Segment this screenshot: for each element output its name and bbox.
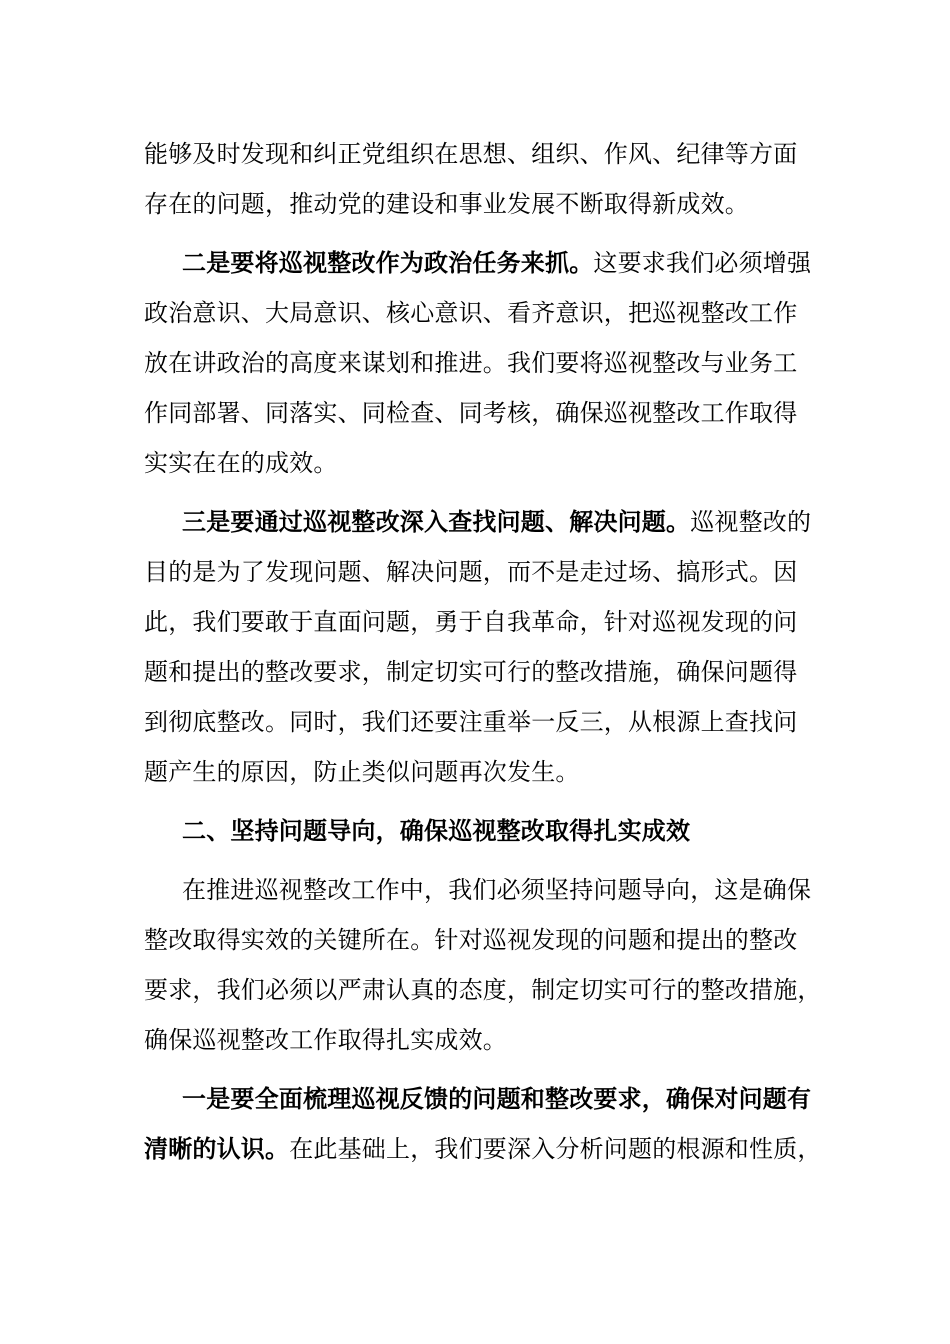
paragraph-line: 清晰的认识。在此基础上，我们要深入分析问题的根源和性质， [144,1135,822,1163]
paragraph-6 [144,1074,822,1174]
paragraph-line: 目的是为了发现问题、解决问题，而不是走过场、搞形式。因 [144,558,798,586]
bold-lead: 二是要将巡视整改作为政治任务来抓。 [182,249,594,277]
document-body [144,129,822,1174]
paragraph-line: 存在的问题，推动党的建设和事业发展不断取得新成效。 [144,190,749,218]
paragraph-line [144,1074,812,1124]
paragraph-line: 到彻底整改。同时，我们还要注重举一反三，从根源上查找问 [144,708,798,736]
section-heading [144,806,808,856]
bold-lead: 三是要通过巡视整改深入查找问题、解决问题。 [182,508,691,536]
paragraph-1 [144,129,808,229]
section-heading-line: 二、坚持问题导向，确保巡视整改取得扎实成效 [182,817,691,845]
bold-lead: 一是要全面梳理巡视反馈的问题和整改要求，确保对问题有 [182,1085,812,1113]
paragraph-2 [144,238,812,488]
paragraph-line: 在推进巡视整改工作中，我们必须坚持问题导向，这是确保 [182,876,812,904]
paragraph-line: 实实在在的成效。 [144,449,338,477]
paragraph-5 [144,865,822,1065]
paragraph-line: 能够及时发现和纠正党组织在思想、组织、作风、纪律等方面 [144,140,798,168]
paragraph-line: 确保巡视整改工作取得扎实成效。 [144,1026,507,1054]
paragraph-line: 整改取得实效的关键所在。针对巡视发现的问题和提出的整改 [144,926,798,954]
paragraph-line: 要求，我们必须以严肃认真的态度，制定切实可行的整改措施， [144,976,822,1004]
paragraph-line: 作同部署、同落实、同检查、同考核，确保巡视整改工作取得 [144,399,798,427]
paragraph-line: 二是要将巡视整改作为政治任务来抓。这要求我们必须增强 [182,249,812,277]
paragraph-line: 政治意识、大局意识、核心意识、看齐意识，把巡视整改工作 [144,299,798,327]
paragraph-line: 此，我们要敢于直面问题，勇于自我革命，针对巡视发现的问 [144,608,798,636]
paragraph-line: 题和提出的整改要求，制定切实可行的整改措施，确保问题得 [144,658,798,686]
paragraph-line: 放在讲政治的高度来谋划和推进。我们要将巡视整改与业务工 [144,349,798,377]
paragraph-line: 题产生的原因，防止类似问题再次发生。 [144,758,580,786]
paragraph-3 [144,497,812,797]
bold-lead: 清晰的认识。 [144,1135,290,1163]
paragraph-line: 三是要通过巡视整改深入查找问题、解决问题。巡视整改的 [182,508,812,536]
